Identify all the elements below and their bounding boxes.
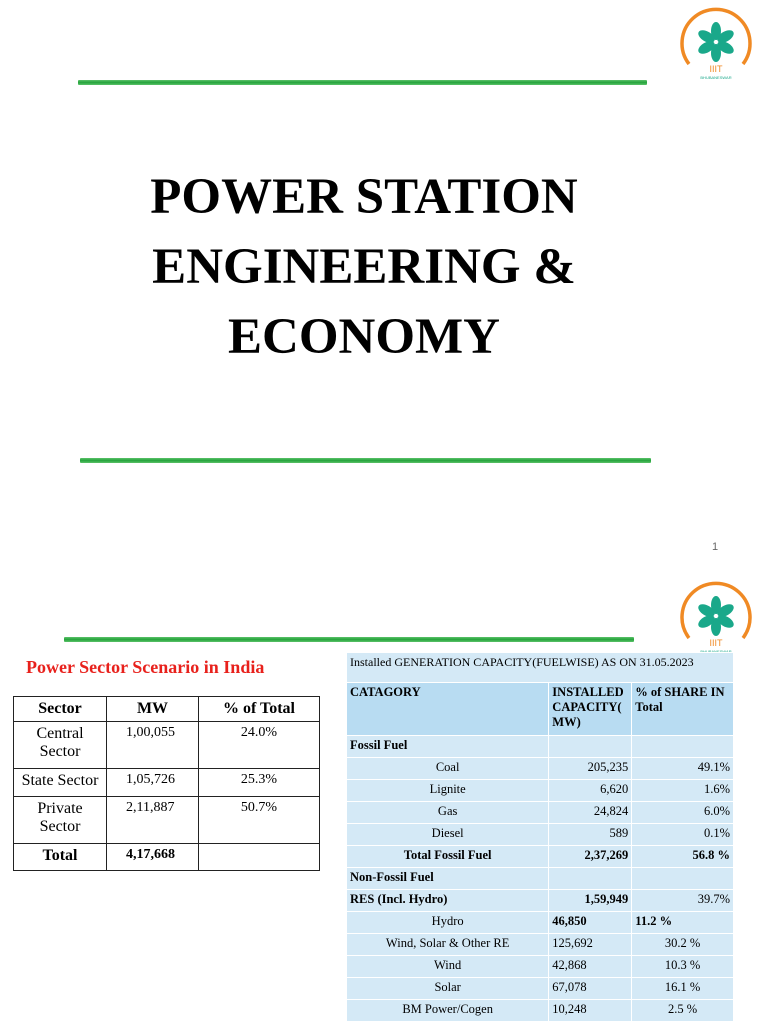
category-cell: Diesel [347,824,549,846]
capacity-cell: 205,235 [549,758,632,780]
title-line-3: ECONOMY [228,309,500,365]
table-row [347,1000,734,1022]
category-cell: Total Fossil Fuel [347,846,549,868]
bottom-divider [80,458,651,463]
sector-cell: State Sector [14,769,107,797]
table-row [347,846,734,868]
title-line-2: ENGINEERING & [152,239,576,295]
share-cell: 2.5 % [632,1000,734,1022]
capacity-cell: 589 [549,824,632,846]
column-header: Sector [14,697,107,722]
category-cell: RES (Incl. Hydro) [347,890,549,912]
category-cell: Coal [347,758,549,780]
pct-cell: 24.0% [199,722,320,769]
table-caption: Installed GENERATION CAPACITY(FUELWISE) AS ON 31.05.2023 [347,653,734,683]
table-row [347,780,734,802]
sector-cell: Total [14,844,107,871]
share-cell: 56.8 % [632,846,734,868]
column-header: % of SHARE IN Total [632,683,734,736]
mw-cell: 1,00,055 [107,722,199,769]
category-cell: Gas [347,802,549,824]
capacity-cell: 24,824 [549,802,632,824]
column-header: % of Total [199,697,320,722]
category-cell: Hydro [347,912,549,934]
column-header: INSTALLED CAPACITY( MW) [549,683,632,736]
table-row [347,912,734,934]
category-cell: Non-Fossil Fuel [347,868,549,890]
capacity-cell: 1,59,949 [549,890,632,912]
capacity-table [346,652,734,1022]
share-cell: 39.7% [632,890,734,912]
category-cell: Wind, Solar & Other RE [347,934,549,956]
table-row [347,824,734,846]
share-cell: 0.1% [632,824,734,846]
table-row [347,802,734,824]
share-cell: 10.3 % [632,956,734,978]
logo-text: IIIT [709,64,723,74]
category-cell: Fossil Fuel [347,736,549,758]
table-row [347,934,734,956]
top-divider [78,80,647,85]
share-cell: 11.2 % [632,912,734,934]
page-number: 1 [712,541,719,553]
table-caption-row [347,653,734,683]
content-slide [0,572,768,1024]
category-cell: BM Power/Cogen [347,1000,549,1022]
table-row [14,769,320,797]
table-header-row [14,697,320,722]
table-row [14,797,320,844]
share-cell: 16.1 % [632,978,734,1000]
iiit-logo-icon [677,580,755,658]
sector-cell: Private Sector [14,797,107,844]
mw-cell: 1,05,726 [107,769,199,797]
table-row [347,736,734,758]
share-cell: 1.6% [632,780,734,802]
sector-cell: Central Sector [14,722,107,769]
iiit-logo [677,580,755,658]
mw-cell: 4,17,668 [107,844,199,871]
logo-text: IIIT [709,638,723,648]
share-cell [632,736,734,758]
logo-subtext: BHUBANESWAR [700,75,732,80]
share-cell [632,868,734,890]
total-row [14,844,320,871]
table-row [347,758,734,780]
section-heading: Power Sector Scenario in India [26,657,265,677]
table-row [347,978,734,1000]
capacity-cell: 10,248 [549,1000,632,1022]
sector-table [13,696,320,871]
pct-cell [199,844,320,871]
column-header: MW [107,697,199,722]
share-cell: 30.2 % [632,934,734,956]
capacity-cell: 125,692 [549,934,632,956]
capacity-cell: 42,868 [549,956,632,978]
pct-cell: 25.3% [199,769,320,797]
iiit-logo-icon [677,6,755,84]
category-cell: Solar [347,978,549,1000]
capacity-cell: 6,620 [549,780,632,802]
capacity-cell: 2,37,269 [549,846,632,868]
category-cell: Lignite [347,780,549,802]
table-row [347,868,734,890]
table-header-row [347,683,734,736]
capacity-cell [549,868,632,890]
slide-title [0,162,728,372]
table-row [14,722,320,769]
category-cell: Wind [347,956,549,978]
column-header: CATAGORY [347,683,549,736]
title-line-1: POWER STATION [150,169,578,225]
table-row [347,890,734,912]
share-cell: 49.1% [632,758,734,780]
share-cell: 6.0% [632,802,734,824]
pct-cell: 50.7% [199,797,320,844]
mw-cell: 2,11,887 [107,797,199,844]
iiit-logo [677,6,755,84]
capacity-cell: 67,078 [549,978,632,1000]
top-divider [64,637,634,642]
capacity-cell: 46,850 [549,912,632,934]
capacity-cell [549,736,632,758]
table-row [347,956,734,978]
